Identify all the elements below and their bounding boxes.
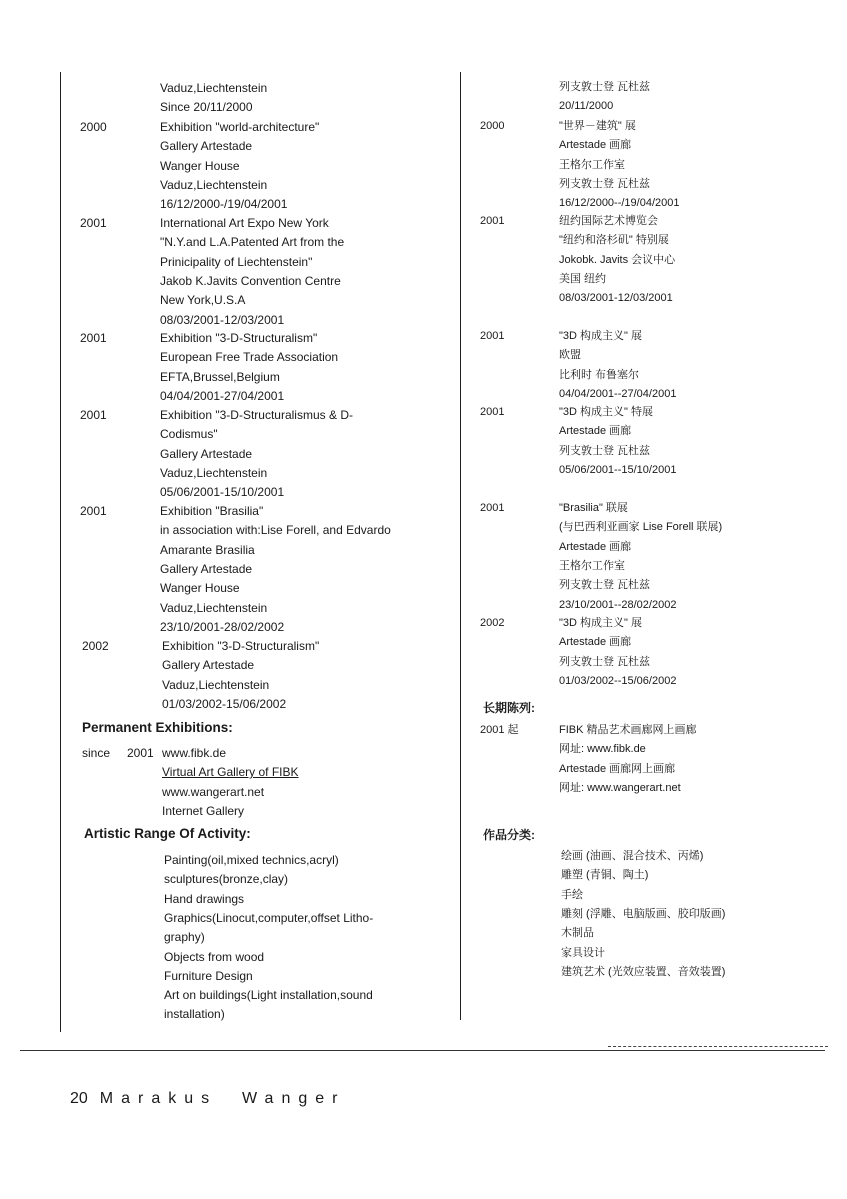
range-line: 手绘 xyxy=(561,888,583,901)
entry-line: New York,U.S.A xyxy=(160,293,246,308)
entry-line: Wanger House xyxy=(160,581,240,596)
entry-year: 2001 xyxy=(80,331,107,345)
entry-line: "Brasilia" 联展 xyxy=(559,502,628,514)
entry-line: Artestade 画廊 xyxy=(559,425,632,438)
page-number: 20 xyxy=(70,1090,88,1107)
artistic-range-heading: Artistic Range Of Activity: xyxy=(84,826,251,841)
entry-year: 2000 xyxy=(480,120,505,132)
entry-line: Exhibition "Brasilia" xyxy=(160,504,264,518)
entry-line: 05/06/2001--15/10/2001 xyxy=(559,463,677,476)
entry-line: 05/06/2001-15/10/2001 xyxy=(160,485,285,500)
entry-line: 04/04/2001--27/04/2001 xyxy=(559,387,677,400)
range-line: installation) xyxy=(164,1007,225,1022)
entry-year: 2001 xyxy=(480,406,505,418)
permanent-line: 网址: www.fibk.de xyxy=(559,743,646,756)
entry-line: 23/10/2001-28/02/2002 xyxy=(160,619,285,634)
range-line: Painting(oil,mixed technics,acryl) xyxy=(164,853,339,867)
range-line: Art on buildings(Light installation,sound xyxy=(164,988,373,1003)
entry-line: Codismus" xyxy=(160,427,218,442)
entry-year: 2001 xyxy=(80,504,107,518)
entry-line: 王格尔工作室 xyxy=(559,559,625,572)
entry-line: 列支敦士登 瓦杜兹 xyxy=(559,177,651,190)
footer-rule xyxy=(20,1050,825,1051)
entry-line: Amarante Brasilia xyxy=(160,542,255,557)
since-year-cn: 2001 起 xyxy=(480,724,519,736)
footer-rule-dashed xyxy=(608,1046,828,1047)
range-line: 家具设计 xyxy=(561,946,605,959)
entry-line: 16/12/2000-/19/04/2001 xyxy=(160,197,288,212)
entry-line: Vaduz,Liechtenstein xyxy=(160,465,268,480)
range-line: 木制品 xyxy=(561,927,594,940)
entry-line: Gallery Artestade xyxy=(160,561,253,576)
intro-line: Since 20/11/2000 xyxy=(160,100,253,115)
artistic-range-heading-cn: 作品分类: xyxy=(483,828,535,842)
entry-line: "3D 构成主义" 展 xyxy=(559,617,642,629)
entry-line: Exhibition "3-D-Structuralismus & D- xyxy=(160,408,353,422)
website-wangerart: www.wangerart.net xyxy=(162,784,265,799)
entry-line: 王格尔工作室 xyxy=(559,158,625,171)
entry-line: (与巴西利亚画家 Lise Forell 联展) xyxy=(559,521,723,534)
internet-gallery-line: Internet Gallery xyxy=(162,803,245,818)
intro-line: Vaduz,Liechtenstein xyxy=(160,81,268,95)
entry-line: in association with:Lise Forell, and Edvardo xyxy=(160,523,391,538)
entry-line: "纽约和洛杉矶" 特别展 xyxy=(559,234,669,247)
entry-line: European Free Trade Association xyxy=(160,350,339,365)
entry-line: 欧盟 xyxy=(559,349,581,362)
range-line: Graphics(Linocut,computer,offset Litho- xyxy=(164,910,374,925)
entry-line: "N.Y.and L.A.Patented Art from the xyxy=(160,235,345,250)
entry-line: Jokobk. Javits 会议中心 xyxy=(559,253,676,266)
entry-line: Gallery Artestade xyxy=(160,139,253,154)
entry-line: 纽约国际艺术博览会 xyxy=(559,215,658,227)
entry-line: 04/04/2001-27/04/2001 xyxy=(160,388,285,403)
entry-line: Exhibition "world-architecture" xyxy=(160,120,320,134)
since-year: 2001 xyxy=(127,746,154,760)
artist-name: Marakus Wanger xyxy=(99,1090,346,1107)
entry-line: 08/03/2001-12/03/2001 xyxy=(559,292,673,305)
permanent-exhibitions-heading-cn: 长期陈列: xyxy=(483,701,535,715)
intro-line: 列支敦士登 瓦杜兹 xyxy=(559,81,651,93)
entry-line: 比利时 布鲁塞尔 xyxy=(559,368,640,381)
range-line: graphy) xyxy=(164,930,205,945)
permanent-exhibitions-heading: Permanent Exhibitions: xyxy=(82,720,233,735)
entry-line: Vaduz,Liechtenstein xyxy=(162,677,270,692)
range-line: Furniture Design xyxy=(164,968,253,983)
entry-line: 01/03/2002--15/06/2002 xyxy=(559,674,677,687)
range-line: Objects from wood xyxy=(164,949,265,964)
entry-year: 2001 xyxy=(480,215,505,227)
entry-line: 01/03/2002-15/06/2002 xyxy=(162,696,287,711)
center-column-rule xyxy=(460,72,461,1020)
entry-line: 列支敦士登 瓦杜兹 xyxy=(559,444,651,457)
entry-line: Vaduz,Liechtenstein xyxy=(160,600,268,615)
entry-line: 16/12/2000--/19/04/2001 xyxy=(559,197,680,210)
entry-line: EFTA,Brussel,Belgium xyxy=(160,369,280,384)
entry-line: International Art Expo New York xyxy=(160,216,329,230)
entry-line: Prinicipality of Liechtenstein" xyxy=(160,254,313,269)
entry-year: 2002 xyxy=(82,639,109,653)
entry-line: Artestade 画廊 xyxy=(559,139,632,152)
permanent-line: Artestade 画廊网上画廊 xyxy=(559,762,676,775)
left-column-rule xyxy=(60,72,61,1032)
entry-line: 美国 纽约 xyxy=(559,272,607,285)
website-fibk: www.fibk.de xyxy=(162,746,227,760)
range-line: 绘画 (油画、混合技术、丙烯) xyxy=(561,850,704,862)
intro-line: 20/11/2000 xyxy=(559,100,614,113)
entry-line: Gallery Artestade xyxy=(162,658,255,673)
entry-year: 2001 xyxy=(480,502,505,514)
range-line: sculptures(bronze,clay) xyxy=(164,872,289,887)
range-line: Hand drawings xyxy=(164,891,245,906)
entry-line: 列支敦士登 瓦杜兹 xyxy=(559,655,651,668)
entry-line: "3D 构成主义" 展 xyxy=(559,330,642,342)
page-footer xyxy=(70,1090,345,1108)
entry-line: 08/03/2001-12/03/2001 xyxy=(160,312,285,327)
virtual-gallery-line: Virtual Art Gallery of FIBK xyxy=(162,765,299,780)
entry-line: 列支敦士登 瓦杜兹 xyxy=(559,579,651,592)
entry-line: "世界－建筑" 展 xyxy=(559,120,636,132)
entry-line: Wanger House xyxy=(160,158,240,173)
entry-line: Artestade 画廊 xyxy=(559,540,632,553)
range-line: 雕塑 (青铜、陶土) xyxy=(561,869,649,882)
entry-year: 2000 xyxy=(80,120,107,134)
entry-line: 23/10/2001--28/02/2002 xyxy=(559,598,677,611)
permanent-line: 网址: www.wangerart.net xyxy=(559,781,681,794)
entry-line: Exhibition "3-D-Structuralism" xyxy=(160,331,318,345)
range-line: 建筑艺术 (光效应装置、音效装置) xyxy=(561,965,726,978)
entry-line: "3D 构成主义" 特展 xyxy=(559,406,653,418)
since-label: since xyxy=(82,746,111,760)
entry-year: 2001 xyxy=(80,408,107,422)
permanent-line: FIBK 精品艺术画廊网上画廊 xyxy=(559,724,697,736)
entry-line: Gallery Artestade xyxy=(160,446,253,461)
entry-year: 2002 xyxy=(480,617,505,629)
entry-line: Vaduz,Liechtenstein xyxy=(160,177,268,192)
entry-year: 2001 xyxy=(480,330,505,342)
entry-year: 2001 xyxy=(80,216,107,230)
entry-line: Exhibition "3-D-Structuralism" xyxy=(162,639,320,653)
range-line: 雕刻 (浮雕、电脑版画、胶印版画) xyxy=(561,907,726,920)
entry-line: Jakob K.Javits Convention Centre xyxy=(160,273,341,288)
entry-line: Artestade 画廊 xyxy=(559,636,632,649)
